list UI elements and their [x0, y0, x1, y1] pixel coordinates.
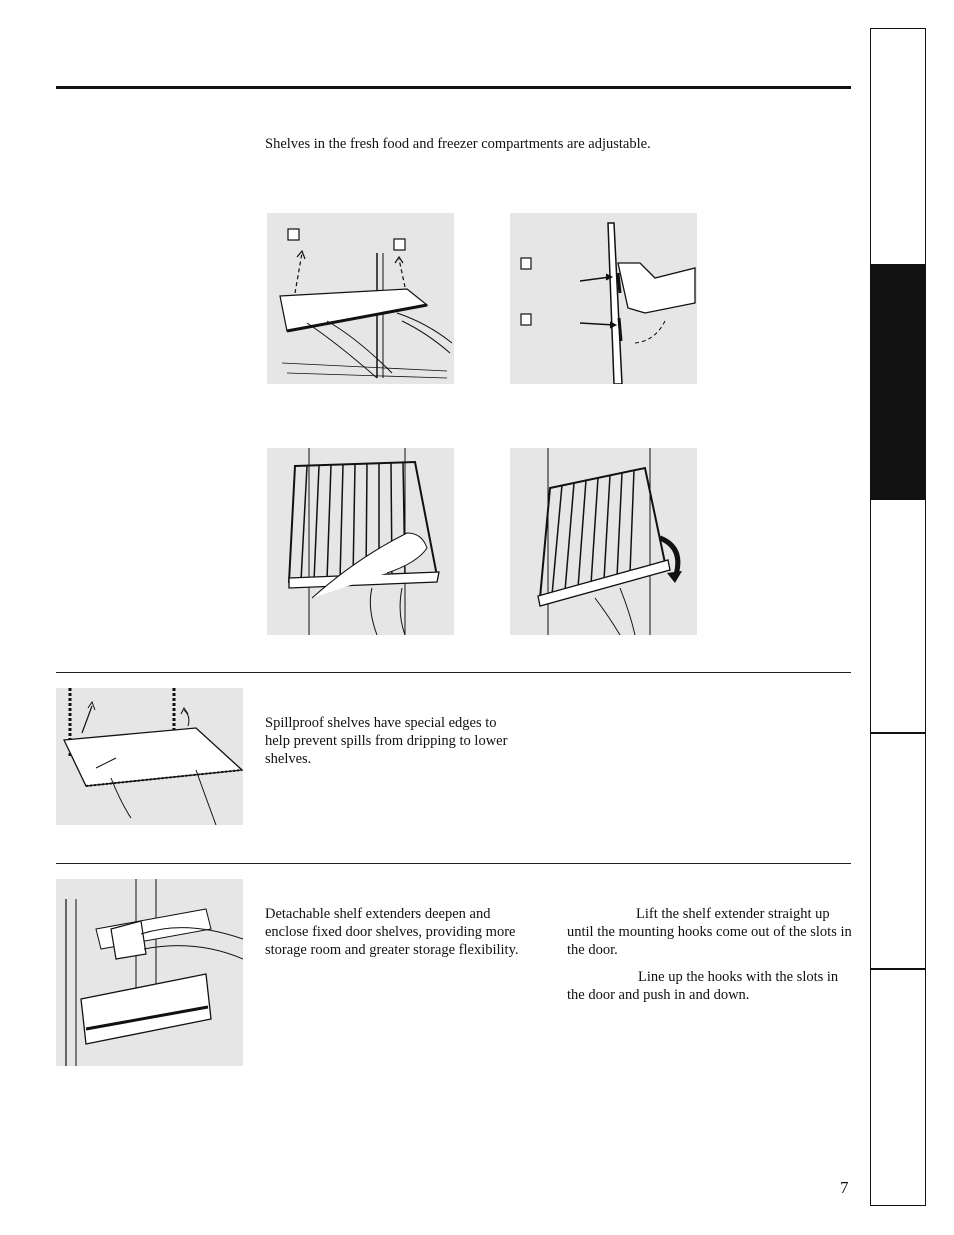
wire-shelf-tilt-illustration — [510, 448, 697, 635]
shelf-extender-illustration — [56, 879, 243, 1066]
intro-text: Shelves in the fresh food and freezer compartments are adjustable. — [265, 136, 651, 152]
tab-divider — [871, 968, 925, 970]
tab-divider — [871, 732, 925, 734]
wire-shelf-lift-illustration — [267, 448, 454, 635]
spillproof-text: Spillproof shelves have special edges to help prevent spills from dripping to lower shelves. — [265, 715, 508, 767]
glass-shelf-removal-illustration — [267, 213, 454, 384]
extender-description: Detachable shelf extenders deepen and enclose fixed door shelves, providing more storage room and greater storage flexibility. — [265, 906, 519, 958]
extender-remove-instructions: Lift the shelf extender straight up until the mounting hooks come out of the slots in the door. — [567, 906, 852, 958]
spillproof-shelf-illustration — [56, 688, 243, 825]
header-rule — [56, 86, 851, 89]
section-rule — [56, 863, 851, 864]
section-tab-bar — [870, 28, 926, 1206]
page-number: 7 — [840, 1178, 849, 1197]
active-section-tab — [871, 264, 925, 500]
extender-replace-instructions: Line up the hooks with the slots in the door and push in and down. — [567, 969, 839, 1003]
section-rule — [56, 672, 851, 673]
shelf-bracket-detail-illustration — [510, 213, 697, 384]
